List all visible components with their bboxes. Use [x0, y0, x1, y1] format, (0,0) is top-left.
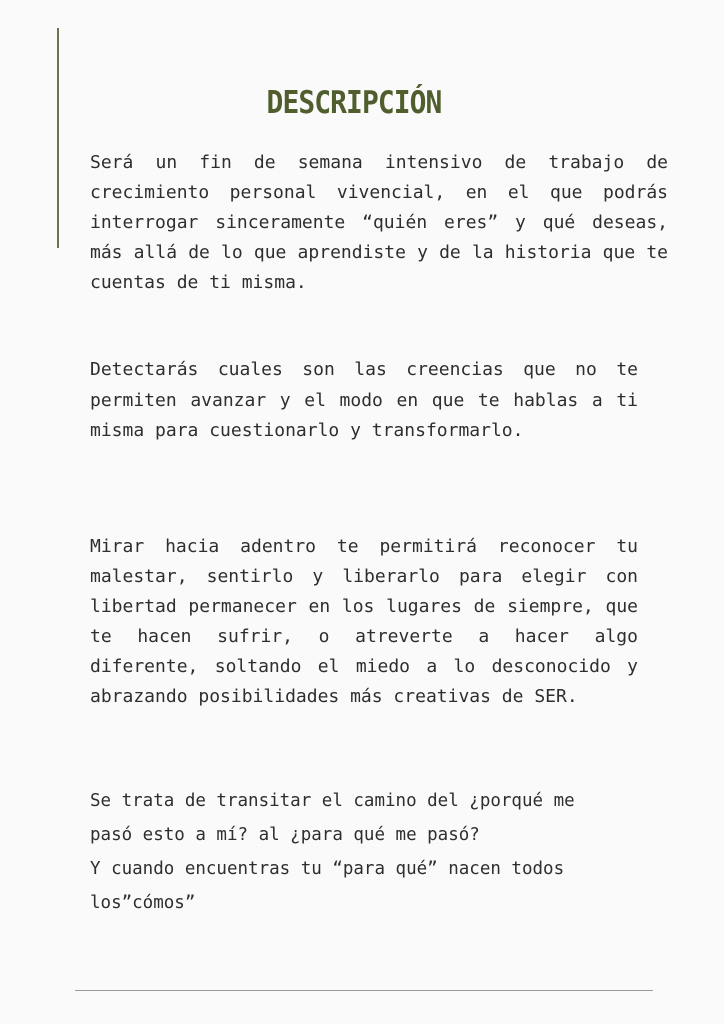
closing-line: pasó esto a mí? al ¿para qué me pasó? [90, 825, 480, 845]
closing-line: Se trata de transitar el camino del ¿porqué me [90, 791, 575, 811]
footer-divider [75, 990, 653, 991]
closing-line: Y cuando encuentras tu “para qué” nacen todos [90, 859, 565, 879]
page-title: DESCRIPCIÓN [266, 84, 442, 121]
paragraph-look-inside: Mirar hacia adentro te permitirá reconocer tu malestar, sentirlo y liberarlo para elegir con libertad permanecer en los lugares de siempre, que te hacen sufrir, o atreverte a hacer algo diferente, soltando el miedo a lo desconocido y abrazando posibilidades más creativas de SER. [90, 536, 638, 707]
paragraph-intro: Será un fin de semana intensivo de trabajo de crecimiento personal vivencial, en el que podrás interrogar sinceramente “quién eres” y qué deseas, más allá de lo que aprendiste y de la historia que te cuentas de ti misma. [90, 152, 668, 293]
left-accent-line [57, 28, 59, 248]
closing-line: los”cómos” [90, 893, 196, 913]
paragraph-beliefs: Detectarás cuales son las creencias que no te permiten avanzar y el modo en que te hablas a ti misma para cuestionarlo y transformarlo. [90, 359, 638, 441]
paragraph-closing [90, 784, 650, 920]
